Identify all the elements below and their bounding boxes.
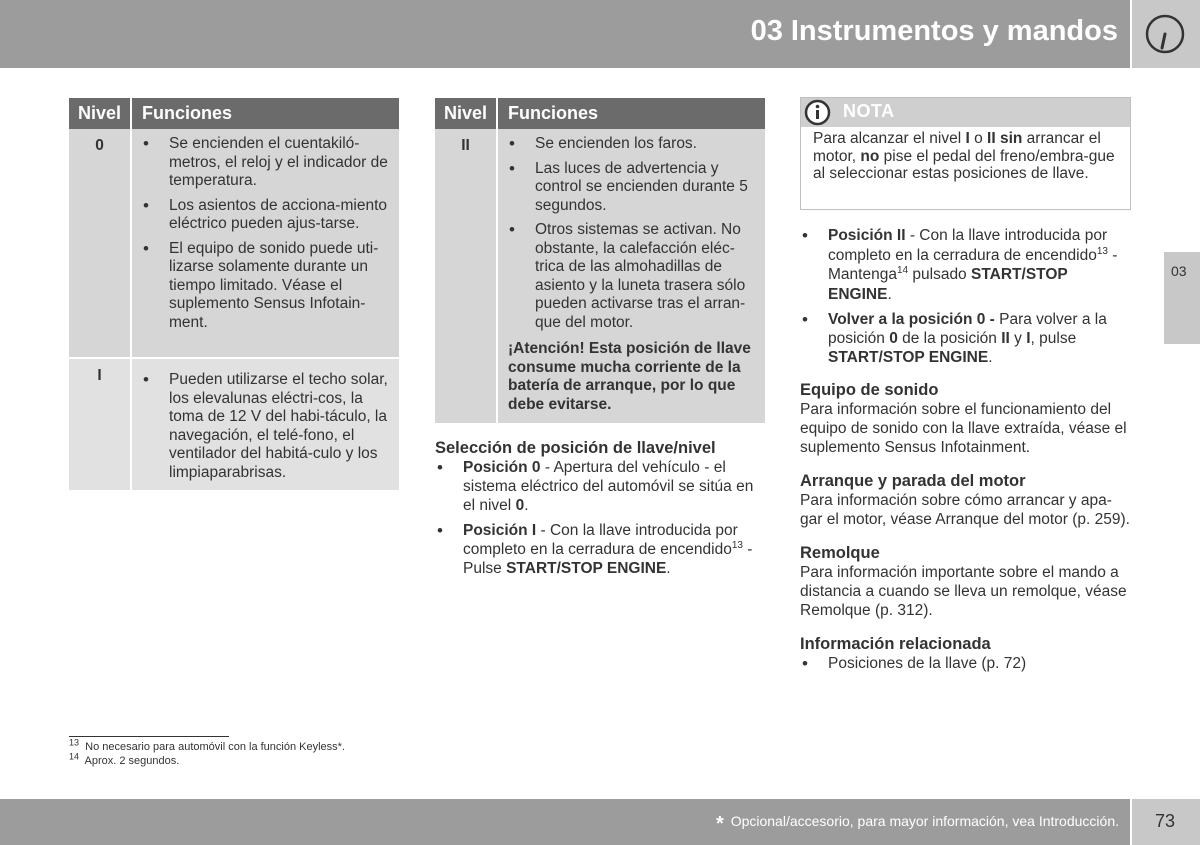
punctuation: .	[887, 285, 892, 303]
chapter-side-tab-label: 03	[1171, 263, 1187, 279]
punctuation: .	[524, 497, 529, 514]
level-cell: I	[69, 358, 131, 490]
list-item	[435, 521, 765, 578]
engine-section	[800, 471, 1132, 529]
footnote-number: 13	[69, 737, 80, 748]
section-heading: Selección de posición de llave/nivel	[435, 439, 716, 457]
page-number-box	[1132, 799, 1200, 845]
list-item	[800, 310, 1132, 367]
footnote-text: No necesario para automóvil con la función Keyless*.	[85, 741, 346, 753]
list-item: • El equipo de sonido puede uti-lizarse solamente durante un tiempo limitado. Véase el suplemento Sensus Infotain-ment.	[140, 240, 391, 333]
footnote-divider	[69, 736, 229, 737]
related-link[interactable]: • Posiciones de la llave (p. 72)	[800, 654, 1132, 673]
list-item	[435, 458, 765, 515]
table-header-row	[69, 98, 399, 129]
level-cell: 0	[69, 129, 131, 358]
info-icon	[804, 99, 831, 126]
position-text: de la posición	[897, 330, 1002, 347]
footnote	[69, 751, 180, 767]
page-footer	[0, 799, 1130, 845]
punctuation: .	[666, 560, 671, 577]
list-item: • Pueden utilizarse el techo solar, los elevalunas eléctri-cos, la toma de 12 V del habi-táculo, la navegación, el telé-fono, el ventilador del habitá-culo y los limpiaparabrisas.	[140, 371, 391, 482]
note-bold-part: II sin	[987, 130, 1023, 147]
column-header-nivel: Nivel	[69, 98, 131, 129]
footnote-text: Aprox. 2 segundos.	[84, 755, 180, 767]
section-text: Para información sobre el funcionamiento del equipo de sonido con la llave extraída, véase el suplemento Sensus Infotainment.	[800, 401, 1127, 456]
level-value: I	[1026, 330, 1031, 347]
note-bold-part: no	[860, 147, 880, 165]
level-value: II	[1001, 330, 1010, 347]
note-header	[801, 98, 1130, 127]
key-level-table-left	[69, 98, 399, 490]
list-item: • Otros sistemas se activan. No obstante, la calefacción eléc-trica de las almohadillas de asiento y la luneta trasera sólo pueden activarse tras el arran-que del motor.	[506, 221, 757, 332]
chapter-title: 03 Instrumentos y mandos	[750, 15, 1118, 47]
button-name: START/STOP ENGINE	[828, 349, 989, 366]
note-box	[800, 97, 1131, 210]
table-row	[69, 358, 399, 490]
footnote-ref: 13	[1096, 245, 1108, 257]
gauge-icon	[1142, 13, 1188, 55]
footnote-ref: 14	[896, 264, 909, 276]
trailer-section	[800, 543, 1132, 620]
list-item: • Las luces de advertencia y control se encienden durante 5 segundos.	[506, 160, 757, 216]
footer-note-text: Opcional/accesorio, para mayor información, vea Introducción.	[730, 813, 1119, 829]
right-column-text	[800, 222, 1132, 673]
table-header-row	[435, 98, 765, 129]
key-position-section	[435, 438, 765, 578]
sound-section	[800, 380, 1132, 457]
note-text-part: pise el pedal del freno/embra-gue al seleccionar estas posiciones de llave.	[813, 147, 1115, 182]
functions-cell	[131, 129, 399, 358]
list-item: • Se encienden los faros.	[506, 135, 757, 154]
position-label: Posición I	[463, 522, 537, 539]
footnote-number: 14	[69, 751, 80, 762]
functions-cell	[497, 129, 765, 423]
list-item: • Los asientos de acciona-miento eléctrico pueden ajus-tarse.	[140, 197, 391, 234]
position-text: - Con la llave introducida por completo en la cerradura de encendido	[828, 227, 1108, 264]
section-heading: Arranque y parada del motor	[800, 472, 1026, 490]
position-text: pulsado	[908, 266, 971, 283]
footnote-ref: 13	[731, 539, 743, 551]
section-heading: Información relacionada	[800, 635, 991, 653]
punctuation: .	[988, 349, 993, 366]
key-level-table-right	[435, 98, 765, 423]
section-text: Para información sobre cómo arrancar y apa-gar el motor, véase Arranque del motor (p. 259).	[800, 492, 1130, 528]
section-text: Para información importante sobre el mando a distancia a cuando se lleva un remolque, véase Remolque (p. 312).	[800, 564, 1127, 619]
functions-cell	[131, 358, 399, 490]
position-text: - Con la llave introducida por completo en la cerradura de encendido	[463, 522, 738, 558]
level-cell: II	[435, 129, 497, 423]
page-number: 73	[1155, 811, 1176, 831]
button-name: START/STOP ENGINE	[506, 560, 667, 577]
position-label: Volver a la posición 0 -	[828, 311, 995, 328]
section-heading: Remolque	[800, 544, 880, 562]
position-label: Posición II	[828, 227, 906, 244]
battery-warning: ¡Atención! Esta posición de llave consume mucha corriente de la batería de arranque, por lo que debe evitarse.	[508, 340, 751, 413]
note-text-part: arrancar el motor,	[813, 130, 1101, 165]
button-name: START/STOP ENGINE	[828, 266, 1068, 303]
position-text: y	[1009, 330, 1027, 347]
position-label: Posición 0	[463, 459, 541, 476]
list-item: • Se encienden el cuentakiló-metros, el reloj y el indicador de temperatura.	[140, 135, 391, 191]
asterisk: *	[716, 813, 724, 835]
position-text: - Mantenga	[828, 246, 1118, 283]
footer-note	[716, 813, 1119, 836]
column-header-nivel: Nivel	[435, 98, 497, 129]
level-value: 0	[889, 330, 898, 347]
note-text-part: o	[969, 130, 988, 147]
level-value: 0	[515, 497, 525, 514]
note-text	[801, 127, 1130, 183]
table-row	[435, 129, 765, 423]
list-item	[800, 226, 1132, 304]
column-header-funciones: Funciones	[131, 98, 399, 129]
header-icon-box	[1132, 0, 1200, 68]
footnote	[69, 737, 346, 753]
chapter-side-tab	[1164, 252, 1200, 344]
position-text: Para volver a la posición	[828, 311, 1107, 347]
table-row	[69, 129, 399, 358]
section-heading: Equipo de sonido	[800, 381, 939, 399]
column-header-funciones: Funciones	[497, 98, 765, 129]
position-text: - Pulse	[463, 541, 753, 577]
note-bold-part: I	[965, 130, 970, 147]
position-text: - Apertura del vehículo - el sistema eléctrico del automóvil se sitúa en el nivel	[463, 459, 754, 514]
page-header	[0, 0, 1130, 68]
related-section	[800, 634, 1132, 673]
note-text-part: Para alcanzar el nivel	[813, 130, 966, 147]
position-text: , pulse	[1030, 330, 1077, 347]
note-title: NOTA	[843, 101, 895, 121]
